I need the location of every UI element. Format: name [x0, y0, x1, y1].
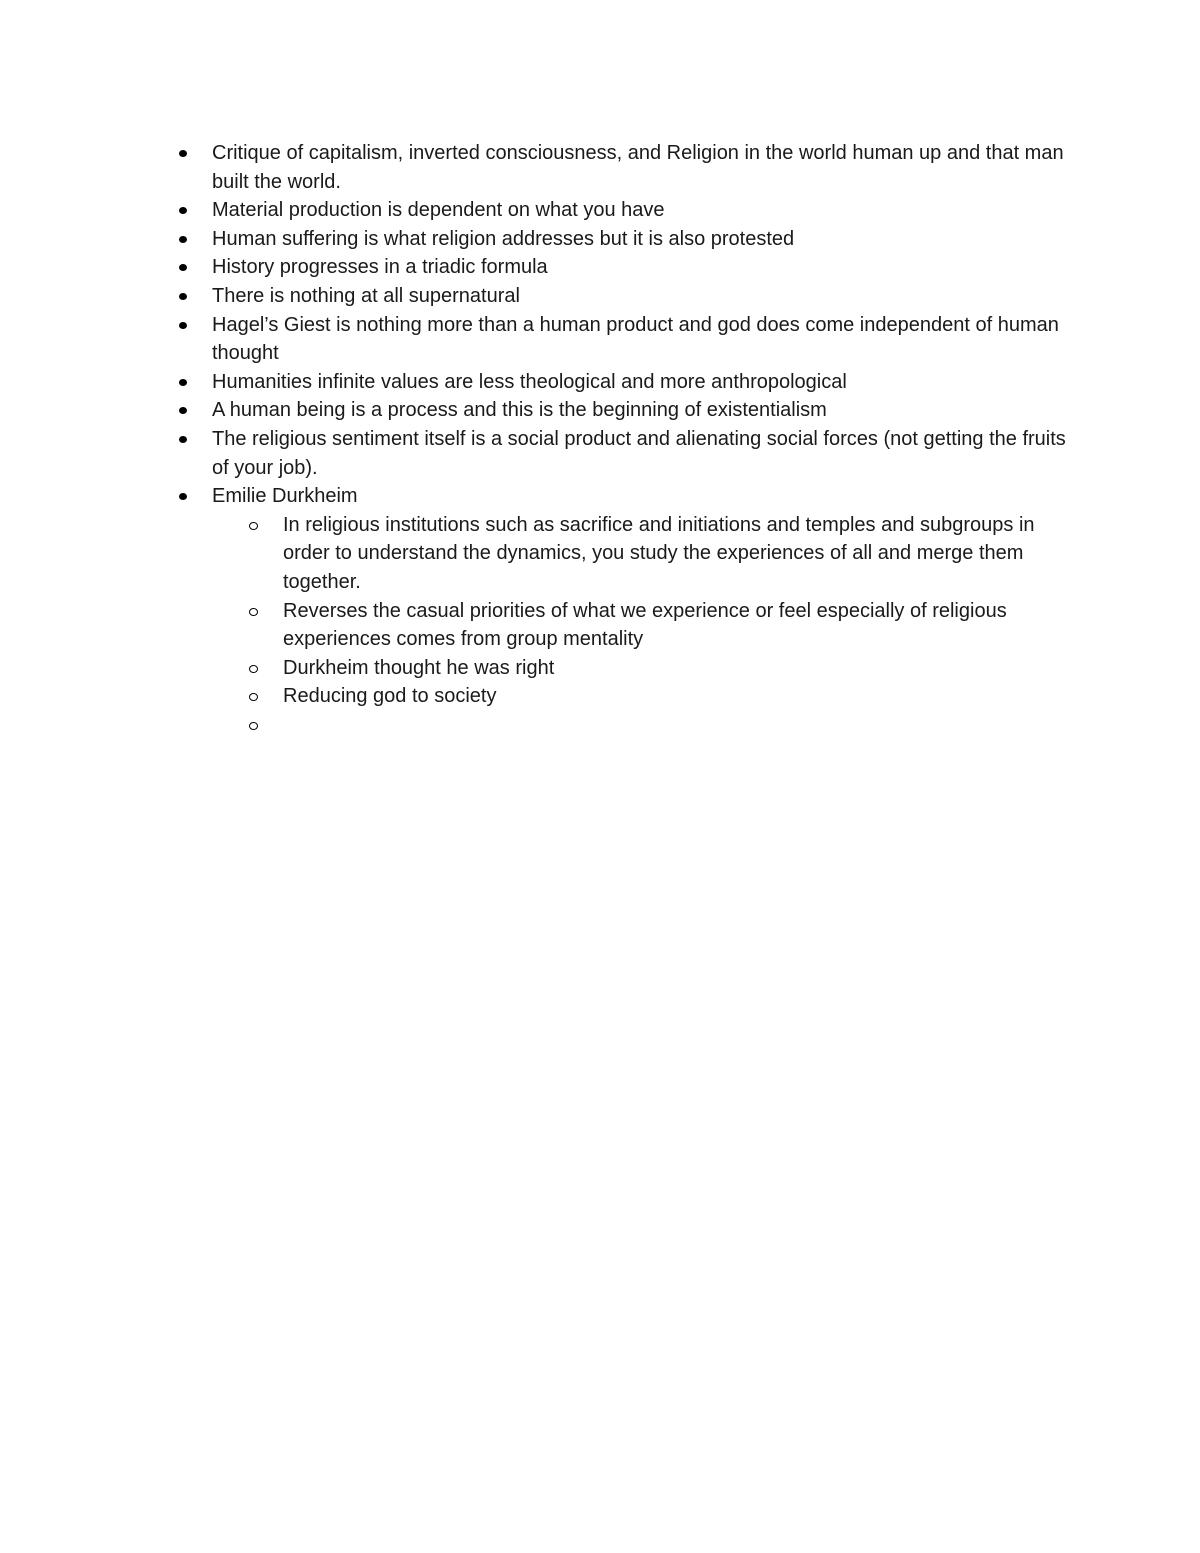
- filled-bullet-icon: [179, 493, 187, 500]
- list-item-text: A human being is a process and this is the beginning of existentialism: [212, 399, 827, 422]
- hollow-bullet-icon: [249, 693, 258, 701]
- sub-list-item: [283, 511, 1072, 597]
- sub-bullet-list: [283, 511, 1072, 740]
- list-item-text: Human suffering is what religion addresses but it is also protested: [212, 227, 795, 250]
- list-item-text: Hagel’s Giest is nothing more than a human product and god does come independent of human thought: [212, 313, 1059, 365]
- filled-bullet-icon: [179, 322, 187, 329]
- sub-list-item-text: Durkheim thought he was right: [283, 656, 555, 679]
- sub-list-item-text: In religious institutions such as sacrifice and initiations and temples and subgroups in order to understand the dynamics, you study the experiences of all and merge them together.: [283, 513, 1035, 593]
- filled-bullet-icon: [179, 379, 187, 386]
- bullet-list: [212, 139, 1072, 739]
- sub-list-item: [283, 654, 1072, 683]
- sub-list-item-text: Reducing god to society: [283, 685, 497, 708]
- list-item: [212, 253, 1072, 282]
- filled-bullet-icon: [179, 150, 187, 157]
- filled-bullet-icon: [179, 236, 187, 243]
- list-item-text: There is nothing at all supernatural: [212, 284, 520, 307]
- filled-bullet-icon: [179, 264, 187, 271]
- list-item-text: Material production is dependent on what you have: [212, 199, 665, 222]
- list-item-text: Emilie Durkheim: [212, 485, 358, 508]
- document-body: [212, 139, 1072, 739]
- list-item: [212, 425, 1072, 482]
- list-item-text: History progresses in a triadic formula: [212, 256, 548, 279]
- list-item-text: Critique of capitalism, inverted consciousness, and Religion in the world human up and that man built the world.: [212, 142, 1064, 193]
- filled-bullet-icon: [179, 207, 187, 214]
- sub-list-item: [283, 682, 1072, 711]
- filled-bullet-icon: [179, 436, 187, 443]
- filled-bullet-icon: [179, 407, 187, 414]
- list-item-text: Humanities infinite values are less theological and more anthropological: [212, 370, 847, 393]
- filled-bullet-icon: [179, 293, 187, 300]
- list-item: [212, 196, 1072, 225]
- list-item: [212, 311, 1072, 368]
- list-item: [212, 396, 1072, 425]
- sub-list-item: [283, 711, 1072, 740]
- sub-list-item-text: [283, 711, 1072, 740]
- list-item: [212, 368, 1072, 397]
- list-item: [212, 139, 1072, 196]
- hollow-bullet-icon: [249, 722, 258, 730]
- sub-list-item: [283, 597, 1072, 654]
- list-item: [212, 225, 1072, 254]
- sub-list-item-text: Reverses the casual priorities of what we experience or feel especially of religious experiences comes from group mentality: [283, 599, 1007, 651]
- list-item-text: The religious sentiment itself is a social product and alienating social forces (not getting the fruits of your job).: [212, 427, 1066, 479]
- list-item: [212, 482, 1072, 739]
- hollow-bullet-icon: [249, 522, 258, 530]
- hollow-bullet-icon: [249, 665, 258, 673]
- list-item: [212, 282, 1072, 311]
- hollow-bullet-icon: [249, 608, 258, 616]
